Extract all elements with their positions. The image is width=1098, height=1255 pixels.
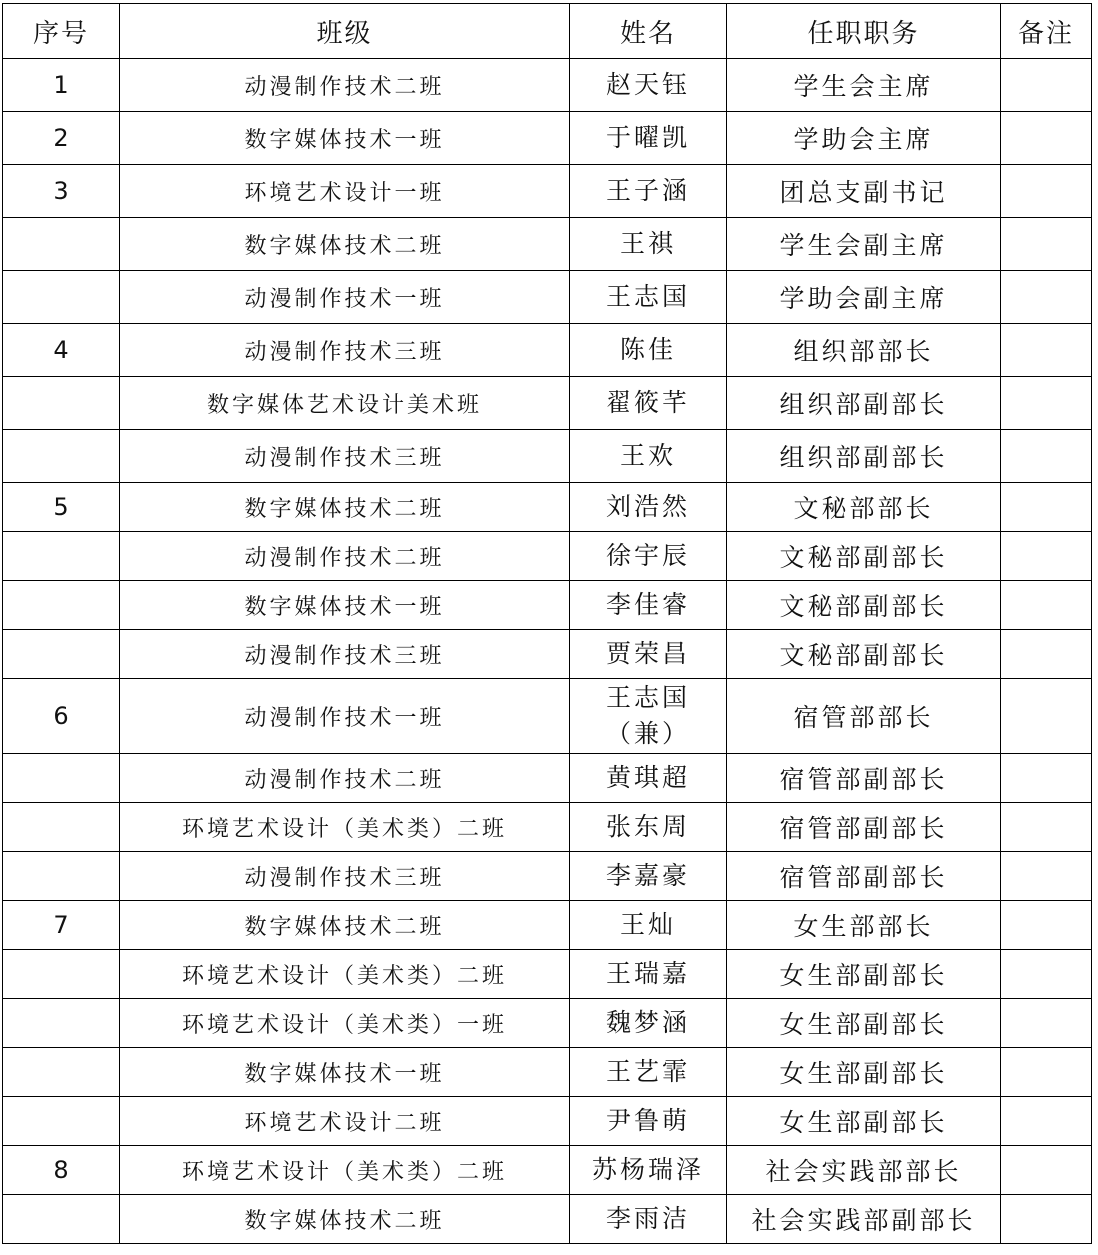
position-cell: 文秘部部长 [727, 483, 1001, 532]
name-cell: 魏梦涵 [570, 999, 727, 1048]
roster-table [2, 3, 1092, 1244]
remarks-cell [1001, 377, 1092, 430]
class-cell: 动漫制作技术三班 [120, 852, 570, 901]
table-row [3, 679, 1092, 754]
table-row [3, 803, 1092, 852]
remarks-cell [1001, 218, 1092, 271]
seq-cell [3, 377, 120, 430]
header-name: 姓名 [570, 4, 727, 59]
class-cell: 数字媒体技术二班 [120, 218, 570, 271]
remarks-cell [1001, 430, 1092, 483]
remarks-cell [1001, 483, 1092, 532]
seq-cell [3, 950, 120, 999]
name-cell: 李佳睿 [570, 581, 727, 630]
position-cell: 女生部副部长 [727, 950, 1001, 999]
class-cell: 环境艺术设计（美术类）二班 [120, 803, 570, 852]
position-cell: 宿管部部长 [727, 679, 1001, 754]
class-cell: 环境艺术设计（美术类）二班 [120, 950, 570, 999]
table-row [3, 754, 1092, 803]
seq-cell [3, 754, 120, 803]
position-cell: 宿管部副部长 [727, 803, 1001, 852]
table-row [3, 1195, 1092, 1244]
header-position: 任职职务 [727, 4, 1001, 59]
name-cell: 于曜凯 [570, 112, 727, 165]
position-cell: 宿管部副部长 [727, 754, 1001, 803]
seq-cell [3, 630, 120, 679]
seq-cell [3, 532, 120, 581]
position-cell: 文秘部副部长 [727, 532, 1001, 581]
table-row [3, 630, 1092, 679]
class-cell: 数字媒体技术二班 [120, 1195, 570, 1244]
class-cell: 动漫制作技术三班 [120, 430, 570, 483]
remarks-cell [1001, 803, 1092, 852]
table-row [3, 1146, 1092, 1195]
class-cell: 环境艺术设计二班 [120, 1097, 570, 1146]
table-row [3, 852, 1092, 901]
roster-body [3, 59, 1092, 1244]
class-cell: 动漫制作技术一班 [120, 679, 570, 754]
table-row [3, 271, 1092, 324]
remarks-cell [1001, 165, 1092, 218]
header-row [3, 4, 1092, 59]
table-row [3, 950, 1092, 999]
name-cell: 王灿 [570, 901, 727, 950]
position-cell: 组织部部长 [727, 324, 1001, 377]
class-cell: 数字媒体技术二班 [120, 901, 570, 950]
position-cell: 学助会副主席 [727, 271, 1001, 324]
name-cell: 陈佳 [570, 324, 727, 377]
name-cell: 贾荣昌 [570, 630, 727, 679]
remarks-cell [1001, 1097, 1092, 1146]
table-row [3, 532, 1092, 581]
name-cell: 徐宇辰 [570, 532, 727, 581]
seq-cell: 4 [3, 324, 120, 377]
name-cell: 尹鲁萌 [570, 1097, 727, 1146]
remarks-cell [1001, 1146, 1092, 1195]
name-cell: 李嘉豪 [570, 852, 727, 901]
remarks-cell [1001, 1195, 1092, 1244]
class-cell: 动漫制作技术三班 [120, 630, 570, 679]
remarks-cell [1001, 754, 1092, 803]
table-row [3, 218, 1092, 271]
name-cell: 黄琪超 [570, 754, 727, 803]
seq-cell [3, 218, 120, 271]
seq-cell [3, 430, 120, 483]
seq-cell [3, 852, 120, 901]
table-row [3, 59, 1092, 112]
table-row [3, 483, 1092, 532]
class-cell: 动漫制作技术二班 [120, 754, 570, 803]
class-cell: 数字媒体技术一班 [120, 1048, 570, 1097]
class-cell: 数字媒体技术二班 [120, 483, 570, 532]
remarks-cell [1001, 271, 1092, 324]
name-cell: 王志国（兼） [570, 679, 727, 754]
class-cell: 环境艺术设计一班 [120, 165, 570, 218]
class-cell: 环境艺术设计（美术类）一班 [120, 999, 570, 1048]
name-cell: 王艺霏 [570, 1048, 727, 1097]
seq-cell: 8 [3, 1146, 120, 1195]
class-cell: 数字媒体技术一班 [120, 581, 570, 630]
class-cell: 动漫制作技术一班 [120, 271, 570, 324]
table-row [3, 581, 1092, 630]
remarks-cell [1001, 852, 1092, 901]
position-cell: 社会实践部副部长 [727, 1195, 1001, 1244]
table-row [3, 430, 1092, 483]
remarks-cell [1001, 950, 1092, 999]
table-row [3, 324, 1092, 377]
seq-cell [3, 581, 120, 630]
position-cell: 女生部副部长 [727, 1097, 1001, 1146]
class-cell: 数字媒体艺术设计美术班 [120, 377, 570, 430]
remarks-cell [1001, 630, 1092, 679]
header-remarks: 备注 [1001, 4, 1092, 59]
position-cell: 组织部副部长 [727, 430, 1001, 483]
remarks-cell [1001, 59, 1092, 112]
remarks-cell [1001, 532, 1092, 581]
class-cell: 动漫制作技术二班 [120, 532, 570, 581]
remarks-cell [1001, 112, 1092, 165]
name-cell: 苏杨瑞泽 [570, 1146, 727, 1195]
seq-cell: 3 [3, 165, 120, 218]
seq-cell: 1 [3, 59, 120, 112]
position-cell: 女生部副部长 [727, 1048, 1001, 1097]
seq-cell: 6 [3, 679, 120, 754]
remarks-cell [1001, 999, 1092, 1048]
table-row [3, 1097, 1092, 1146]
seq-cell [3, 803, 120, 852]
remarks-cell [1001, 1048, 1092, 1097]
name-cell: 李雨洁 [570, 1195, 727, 1244]
position-cell: 宿管部副部长 [727, 852, 1001, 901]
header-seq: 序号 [3, 4, 120, 59]
remarks-cell [1001, 581, 1092, 630]
position-cell: 团总支副书记 [727, 165, 1001, 218]
seq-cell: 2 [3, 112, 120, 165]
remarks-cell [1001, 901, 1092, 950]
seq-cell [3, 1048, 120, 1097]
position-cell: 文秘部副部长 [727, 630, 1001, 679]
table-row [3, 901, 1092, 950]
table-row [3, 165, 1092, 218]
seq-cell [3, 1097, 120, 1146]
position-cell: 社会实践部部长 [727, 1146, 1001, 1195]
position-cell: 学助会主席 [727, 112, 1001, 165]
seq-cell: 5 [3, 483, 120, 532]
name-cell: 王瑞嘉 [570, 950, 727, 999]
seq-cell: 7 [3, 901, 120, 950]
seq-cell [3, 1195, 120, 1244]
remarks-cell [1001, 324, 1092, 377]
name-cell: 王祺 [570, 218, 727, 271]
position-cell: 组织部副部长 [727, 377, 1001, 430]
remarks-cell [1001, 679, 1092, 754]
position-cell: 学生会副主席 [727, 218, 1001, 271]
table-row [3, 377, 1092, 430]
name-cell: 王志国 [570, 271, 727, 324]
table-row [3, 999, 1092, 1048]
name-cell: 王欢 [570, 430, 727, 483]
name-cell: 张东周 [570, 803, 727, 852]
table-row [3, 1048, 1092, 1097]
header-class: 班级 [120, 4, 570, 59]
position-cell: 女生部副部长 [727, 999, 1001, 1048]
name-cell: 刘浩然 [570, 483, 727, 532]
position-cell: 文秘部副部长 [727, 581, 1001, 630]
seq-cell [3, 999, 120, 1048]
position-cell: 学生会主席 [727, 59, 1001, 112]
class-cell: 环境艺术设计（美术类）二班 [120, 1146, 570, 1195]
name-cell: 翟筱芊 [570, 377, 727, 430]
name-cell: 赵天钰 [570, 59, 727, 112]
class-cell: 动漫制作技术二班 [120, 59, 570, 112]
table-row [3, 112, 1092, 165]
name-cell: 王子涵 [570, 165, 727, 218]
class-cell: 动漫制作技术三班 [120, 324, 570, 377]
seq-cell [3, 271, 120, 324]
class-cell: 数字媒体技术一班 [120, 112, 570, 165]
position-cell: 女生部部长 [727, 901, 1001, 950]
